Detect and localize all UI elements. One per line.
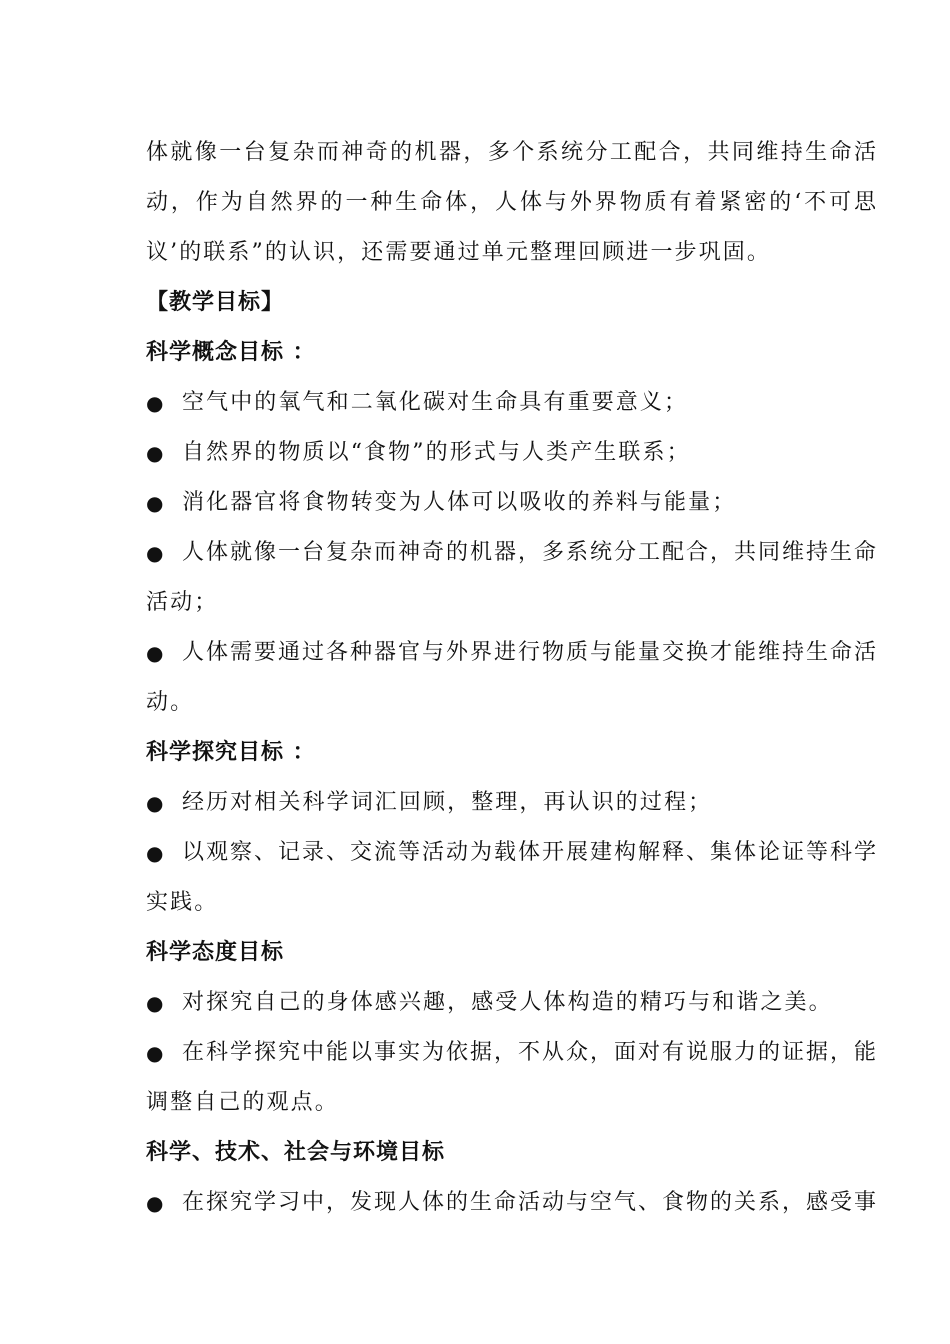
- bullet-icon: ●: [146, 541, 166, 565]
- bullet-icon: ●: [146, 1191, 166, 1215]
- bullet-icon: ●: [146, 441, 166, 465]
- list-item-continuation: 活动；: [146, 590, 219, 615]
- objectives-title: 【教学目标】: [146, 290, 285, 315]
- bullet-icon: ●: [146, 491, 166, 515]
- bullet-icon: ●: [146, 641, 166, 665]
- stse-title: 科学、技术、社会与环境目标: [146, 1140, 446, 1165]
- list-item: ● 空气中的氧气和二氧化碳对生命具有重要意义；: [146, 378, 876, 428]
- list-item-continuation: 调整自己的观点。: [146, 1090, 339, 1115]
- bullet-icon: ●: [146, 391, 166, 415]
- list-item-continuation: 实践。: [146, 890, 219, 915]
- inquiry-title: 科学探究目标 ：: [146, 740, 316, 765]
- list-item: ● 人体就像一台复杂而神奇的机器，多系统分工配合，共同维持生命: [146, 528, 876, 578]
- intro-line-1: 体就像一台复杂而神奇的机器，多个系统分工配合，共同维持生命活: [146, 140, 876, 165]
- list-item: ● 消化器官将食物转变为人体可以吸收的养料与能量；: [146, 478, 876, 528]
- document-page: [146, 128, 876, 1228]
- concept-title: 科学概念目标 ：: [146, 340, 316, 365]
- bullet-icon: ●: [146, 791, 166, 815]
- list-item: ● 经历对相关科学词汇回顾，整理，再认识的过程；: [146, 778, 876, 828]
- list-item: ● 对探究自己的身体感兴趣，感受人体构造的精巧与和谐之美。: [146, 978, 876, 1028]
- list-item: ● 以观察、记录、交流等活动为载体开展建构解释、集体论证等科学: [146, 828, 876, 878]
- bullet-icon: ●: [146, 1041, 166, 1065]
- bullet-icon: ●: [146, 991, 166, 1015]
- list-item-continuation: 动。: [146, 690, 195, 715]
- list-item: ● 自然界的物质以“食物”的形式与人类产生联系；: [146, 428, 876, 478]
- list-item: ● 在科学探究中能以事实为依据，不从众，面对有说服力的证据，能: [146, 1028, 876, 1078]
- list-item: ● 在探究学习中，发现人体的生命活动与空气、食物的关系，感受事: [146, 1178, 876, 1228]
- bullet-icon: ●: [146, 841, 166, 865]
- attitude-title: 科学态度目标: [146, 940, 285, 965]
- intro-line-2: 动，作为自然界的一种生命体，人体与外界物质有着紧密的‘不可思: [146, 190, 876, 215]
- intro-line-3: 议’的联系”的认识，还需要通过单元整理回顾进一步巩固。: [146, 240, 771, 265]
- list-item: ● 人体需要通过各种器官与外界进行物质与能量交换才能维持生命活: [146, 628, 876, 678]
